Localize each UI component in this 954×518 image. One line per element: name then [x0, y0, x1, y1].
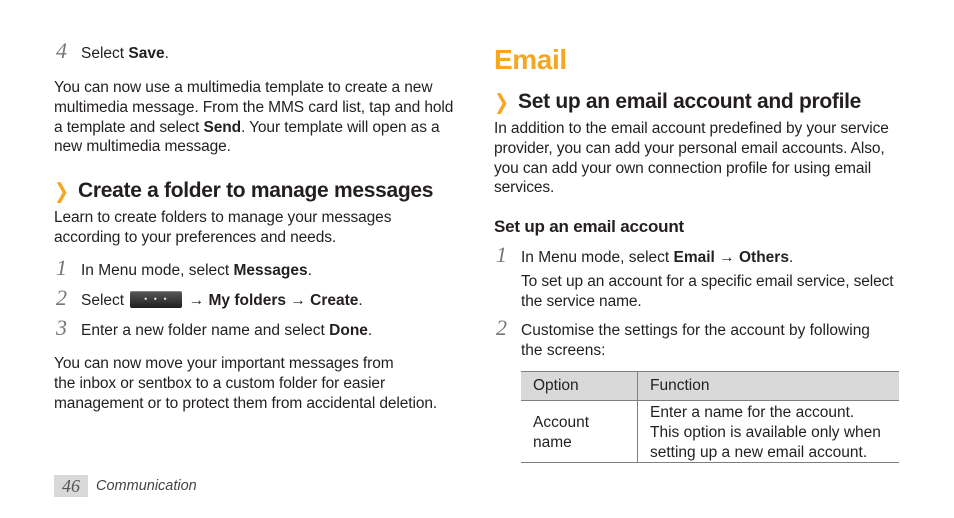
- chevron-right-icon: ❯: [494, 89, 509, 113]
- option-cell: Account name: [521, 401, 638, 463]
- page-footer: [54, 475, 197, 497]
- step-text: Customise the settings for the account by following the screens:: [521, 322, 870, 359]
- step-number: 1: [496, 242, 507, 267]
- function-cell: Enter a name for the account. This option is available only when setting up a new email account.: [638, 401, 900, 463]
- step-number: 2: [496, 315, 507, 340]
- step-text: In Menu mode, select Messages.: [81, 262, 312, 279]
- step-number: 4: [56, 38, 67, 63]
- folder-step-1: [54, 255, 312, 281]
- setup-intro: In addition to the email account predefined by your service provider, you can add your personal email accounts. Also, you can add your own connection profile for using email services.: [494, 120, 889, 197]
- folder-intro: Learn to create folders to manage your messages according to your preferences and needs.: [54, 209, 392, 246]
- step-number: 1: [56, 255, 67, 280]
- email-step-1: [494, 242, 794, 268]
- options-table: [521, 371, 899, 463]
- step-number: 2: [56, 285, 67, 310]
- template-paragraph: You can now use a multimedia template to create a new multimedia message. From the MMS card list, tap and hold a template and select Send. Your template will open as a new multimedia message.: [54, 79, 454, 156]
- page-title: Email: [494, 44, 567, 75]
- step-1-note: To set up an account for a specific email service, select the service name.: [521, 273, 894, 310]
- folder-closing-paragraph: You can now move your important messages from the inbox or sentbox to a custom folder for easier management or to protect them from accidental deletion.: [54, 355, 438, 412]
- chevron-right-icon: ❯: [54, 178, 69, 202]
- section-name: Communication: [96, 478, 197, 494]
- step-text: Enter a new folder name and select Done.: [81, 322, 373, 339]
- step-number: 3: [56, 315, 67, 340]
- column-header-function: Function: [638, 372, 900, 401]
- sub-heading: Set up an email account: [494, 217, 685, 236]
- email-step-2: [494, 315, 870, 361]
- column-header-option: Option: [521, 372, 638, 401]
- step-4: [54, 38, 169, 64]
- page-number: 46: [54, 475, 88, 497]
- step-text: In Menu mode, select Email → Others.: [521, 249, 794, 266]
- folder-step-2: [54, 285, 363, 311]
- step-text: Select • • • → My folders → Create.: [81, 292, 363, 309]
- step-text: Select Save.: [81, 45, 169, 62]
- setup-section-heading: ❯ Set up an email account and profile: [494, 89, 862, 113]
- table-header-row: [521, 372, 899, 401]
- menu-key-icon: • • •: [130, 291, 182, 308]
- folder-step-3: [54, 315, 373, 341]
- table-row: [521, 401, 899, 463]
- folder-section-heading: ❯ Create a folder to manage messages: [54, 178, 434, 202]
